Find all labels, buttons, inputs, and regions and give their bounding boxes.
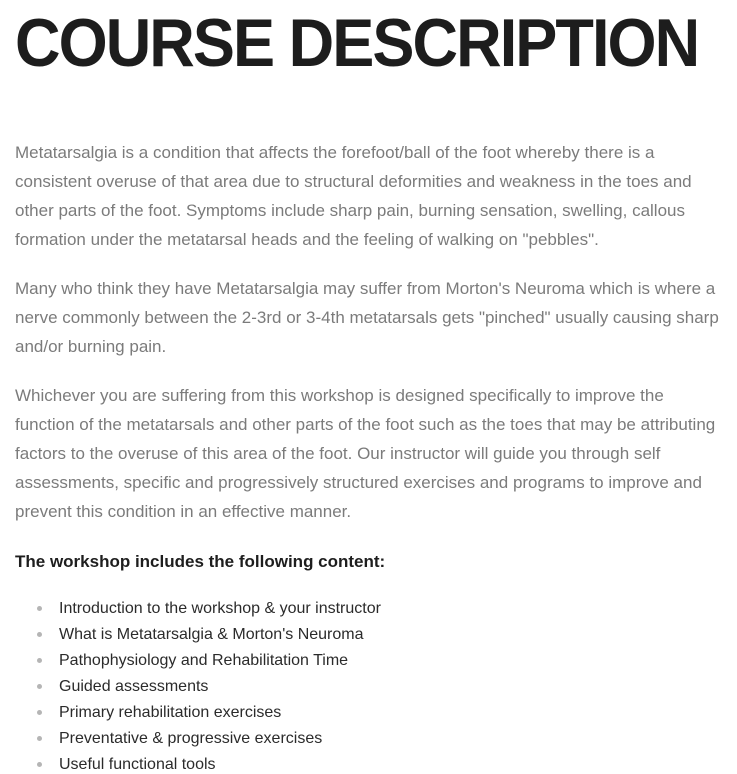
list-item [15,703,721,722]
workshop-content-list [15,599,721,774]
bullet-icon [37,606,42,611]
bullet-icon [37,632,42,637]
description-paragraph: Many who think they have Metatarsalgia may suffer from Morton's Neuroma which is where a nerve commonly between the 2-3rd or 3-4th metatarsals gets "pinched" usually causing sharp and/or burning pain. [15,279,719,356]
list-item-label: Pathophysiology and Rehabilitation Time [59,652,349,669]
list-item-label: Useful functional tools [59,756,216,773]
description-paragraph: Whichever you are suffering from this workshop is designed specifically to improve the function of the metatarsals and other parts of the foot such as the toes that may be attributing factors to the overuse of this area of the foot. Our instructor will guide you through self assessments, specific and progressively structured exercises and programs to improve and prevent this condition in an effective manner. [15,386,716,521]
page-title: COURSE DESCRIPTION [15,4,699,81]
list-item [15,755,721,774]
description-paragraph: Metatarsalgia is a condition that affects the forefoot/ball of the foot whereby there is a consistent overuse of that area due to structural deformities and weakness in the toes and other parts of the foot. Symptoms include sharp pain, burning sensation, swelling, callous formation under the metatarsal heads and the feeling of walking on "pebbles". [15,143,692,249]
bullet-icon [37,684,42,689]
list-item-label: Primary rehabilitation exercises [59,704,282,721]
list-item-label: What is Metatarsalgia & Morton's Neuroma [59,626,364,643]
list-item [15,729,721,748]
bullet-icon [37,736,42,741]
list-item-label: Guided assessments [59,678,209,695]
list-item [15,625,721,644]
list-item [15,651,721,670]
list-item [15,599,721,618]
bullet-icon [37,710,42,715]
list-item-label: Introduction to the workshop & your instructor [59,600,381,617]
workshop-content-heading: The workshop includes the following content: [15,552,386,571]
list-item [15,677,721,696]
description-body [15,138,721,774]
bullet-icon [37,658,42,663]
bullet-icon [37,762,42,767]
list-item-label: Preventative & progressive exercises [59,730,323,747]
description-paragraphs [15,138,721,526]
